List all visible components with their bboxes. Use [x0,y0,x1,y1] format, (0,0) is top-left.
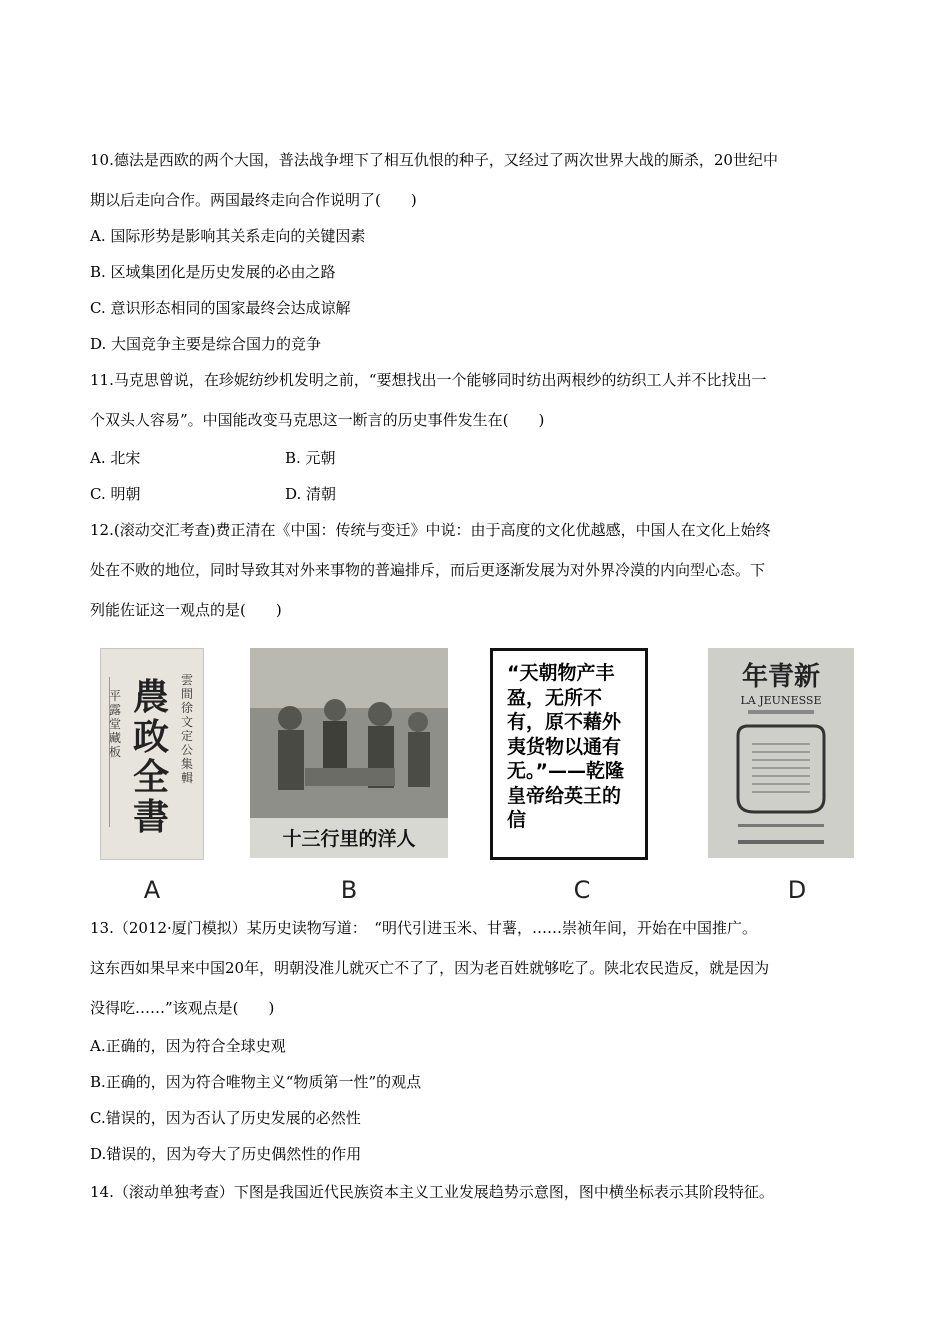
q13-option-a: A.正确的，因为符合全球史观 [90,1037,286,1055]
q13-option-c: C.错误的，因为否认了历史发展的必然性 [90,1109,361,1127]
q11-option-b: B. 元朝 [285,449,336,467]
q13-stem-line3: 没得吃……”该观点是( ) [90,999,275,1017]
q10-stem-line2: 期以后走向合作。两国最终走向合作说明了( ) [90,191,417,209]
q10-option-b: B. 区域集团化是历史发展的必由之路 [90,263,336,281]
figure-b-engraving [250,648,448,858]
figure-a-book-cover [100,648,204,860]
q11-option-c: C. 明朝 [90,485,141,503]
q12-stem-line2: 处在不败的地位，同时导致其对外来事物的普遍排斥，而后更逐渐发展为对外界冷漠的内向型心态。下 [90,561,766,579]
q12-stem-line1: 12.(滚动交汇考查)费正清在《中国：传统与变迁》中说：由于高度的文化优越感，中国人在文化上始终 [90,521,771,539]
q11-stem-line1: 11.马克思曾说，在珍妮纺纱机发明之前，“要想找出一个能够同时纺出两根纱的纺织工人并不比找出一 [90,371,767,389]
figure-c-quote: “天朝物产丰盈，无所不有，原不藉外夷货物以通有无。”——乾隆皇帝给英王的信 [507,662,624,831]
q13-option-d: D.错误的，因为夸大了历史偶然性的作用 [90,1145,362,1163]
figure-b-label: B [340,876,358,904]
q12-stem-line3: 列能佐证这一观点的是( ) [90,601,282,619]
q11-option-a: A. 北宋 [90,449,141,467]
figure-d-label: D [787,876,807,904]
q13-stem-line1: 13.（2012·厦门模拟）某历史读物写道： “明代引进玉米、甘薯，……崇祯年间，开始在中国推广。 [90,919,757,937]
figure-c-label: C [573,876,591,904]
q14-stem-line1: 14.（滚动单独考查）下图是我国近代民族资本主义工业发展趋势示意图，图中横坐标表示其阶段特征。 [90,1183,774,1201]
figure-d-magazine-cover [708,648,854,858]
q10-option-a: A. 国际形势是影响其关系走向的关键因素 [90,227,366,245]
figure-d-title: 新青年 [741,662,820,692]
figure-a-side-text-2: 雲間徐文定公集輯 [181,673,194,785]
q12-figure-row [100,648,860,908]
q11-option-d: D. 清朝 [285,485,337,503]
figure-a-label: A [143,876,161,904]
q13-option-b: B.正确的，因为符合唯物主义“物质第一性”的观点 [90,1073,422,1091]
figure-b-caption: 十三行里的洋人 [282,828,416,850]
q13-stem-line2: 这东西如果早来中国20年，明朝没准儿就灭亡不了了，因为老百姓就够吃了。陕北农民造反，就是因为 [90,959,770,977]
figure-d-frame [708,648,854,858]
q10-option-d: D. 大国竞争主要是综合国力的竞争 [90,335,322,353]
q10-option-c: C. 意识形态相同的国家最终会达成谅解 [90,299,351,317]
q10-stem-line1: 10.德法是西欧的两个大国，普法战争埋下了相互仇恨的种子，又经过了两次世界大战的厮杀，20世纪中 [90,151,778,169]
q11-stem-line2: 个双头人容易”。中国能改变马克思这一断言的历史事件发生在( ) [90,411,545,429]
figure-c-quote-box [490,648,648,860]
figure-d-subtitle: LA JEUNESSE [740,694,822,707]
figure-a-side-text: 平露堂藏板 [109,689,122,759]
figure-a-title: 農政全書 [133,676,170,838]
